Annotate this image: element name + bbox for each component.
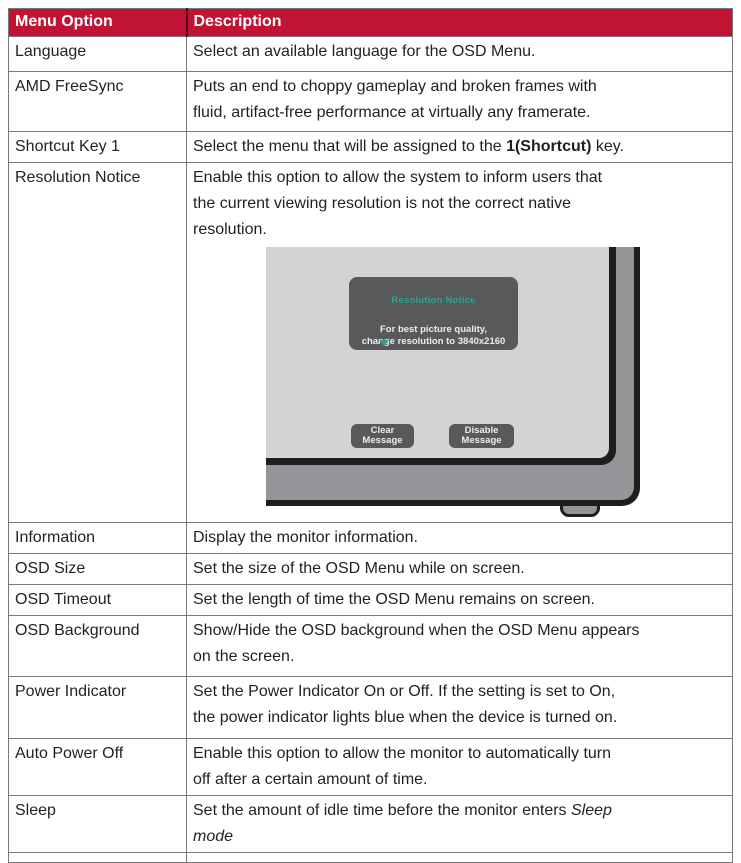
description-text: Set the Power Indicator On or Off. If the setting is set to On, xyxy=(193,683,616,700)
table-row xyxy=(9,739,733,796)
disable-message-button xyxy=(449,424,514,448)
menu-option-cell: AMD FreeSync xyxy=(9,72,187,132)
description-text: resolution. xyxy=(193,221,267,238)
menu-option-cell: Information xyxy=(9,523,187,554)
menu-option-cell: OSD Timeout xyxy=(9,585,187,616)
manual-page xyxy=(0,8,741,855)
table-row xyxy=(9,796,733,853)
description-cell xyxy=(187,796,733,853)
description-text: Enable this option to allow the system to inform users that xyxy=(193,169,603,186)
description-cell xyxy=(187,163,733,523)
menu-option-cell: OSD Background xyxy=(9,616,187,677)
table-header-row xyxy=(9,9,733,37)
table-row xyxy=(9,132,733,163)
description-cell xyxy=(187,616,733,677)
resolution-notice-dialog xyxy=(349,277,518,350)
down-arrow-icon xyxy=(379,340,389,346)
description-cell xyxy=(187,37,733,72)
menu-option-cell xyxy=(9,853,187,863)
description-text: the power indicator lights blue when the device is turned on. xyxy=(193,709,618,726)
description-cell xyxy=(187,739,733,796)
table-row-partial xyxy=(9,853,733,863)
table-row xyxy=(9,585,733,616)
dialog-text-line1: For best picture quality, xyxy=(380,324,487,335)
description-cell xyxy=(187,677,733,739)
table-row xyxy=(9,163,733,523)
osd-menu-options-table xyxy=(8,8,733,863)
header-description: Description xyxy=(187,9,733,37)
description-text: Set the amount of idle time before the monitor enters Sleep xyxy=(193,802,612,819)
menu-option-cell: Auto Power Off xyxy=(9,739,187,796)
clear-message-label-line1: Clear xyxy=(370,424,395,436)
menu-option-cell: Sleep xyxy=(9,796,187,853)
menu-option-cell: Shortcut Key 1 xyxy=(9,132,187,163)
description-text: mode xyxy=(193,828,234,845)
description-cell xyxy=(187,585,733,616)
description-cell xyxy=(187,554,733,585)
table-row xyxy=(9,616,733,677)
menu-option-cell: OSD Size xyxy=(9,554,187,585)
description-text: Set the length of time the OSD Menu remains on screen. xyxy=(193,591,595,608)
clear-message-button xyxy=(351,424,414,448)
description-cell xyxy=(187,72,733,132)
description-text: Set the size of the OSD Menu while on screen. xyxy=(193,560,525,577)
header-menu-option: Menu Option xyxy=(9,9,187,37)
table-row xyxy=(9,554,733,585)
resolution-notice-figure xyxy=(266,247,646,519)
dialog-text-line2: change resolution to 3840x2160 xyxy=(361,336,506,347)
disable-message-label-line1: Disable xyxy=(464,424,499,436)
description-text: Show/Hide the OSD background when the OSD Menu appears xyxy=(193,622,640,639)
description-text: Puts an end to choppy gameplay and broken frames with xyxy=(193,78,597,95)
clear-message-label-line2: Message xyxy=(362,435,403,446)
dialog-title: Resolution Notice xyxy=(391,295,476,306)
table-row xyxy=(9,523,733,554)
description-cell xyxy=(187,853,733,863)
disable-message-label-line2: Message xyxy=(461,435,502,446)
description-text: the current viewing resolution is not the correct native xyxy=(193,195,571,212)
description-text: on the screen. xyxy=(193,648,295,665)
description-text: Select an available language for the OSD Menu. xyxy=(193,43,536,60)
description-text: Select the menu that will be assigned to the 1(Shortcut) key. xyxy=(193,138,625,155)
description-text: off after a certain amount of time. xyxy=(193,771,428,788)
menu-option-cell: Power Indicator xyxy=(9,677,187,739)
description-text: fluid, artifact-free performance at virtually any framerate. xyxy=(193,104,591,121)
table-row xyxy=(9,37,733,72)
table-row xyxy=(9,72,733,132)
menu-option-cell: Language xyxy=(9,37,187,72)
table-row xyxy=(9,677,733,739)
menu-option-cell: Resolution Notice xyxy=(9,163,187,523)
description-text: Enable this option to allow the monitor to automatically turn xyxy=(193,745,612,762)
description-text: Display the monitor information. xyxy=(193,529,418,546)
description-cell xyxy=(187,523,733,554)
description-cell xyxy=(187,132,733,163)
